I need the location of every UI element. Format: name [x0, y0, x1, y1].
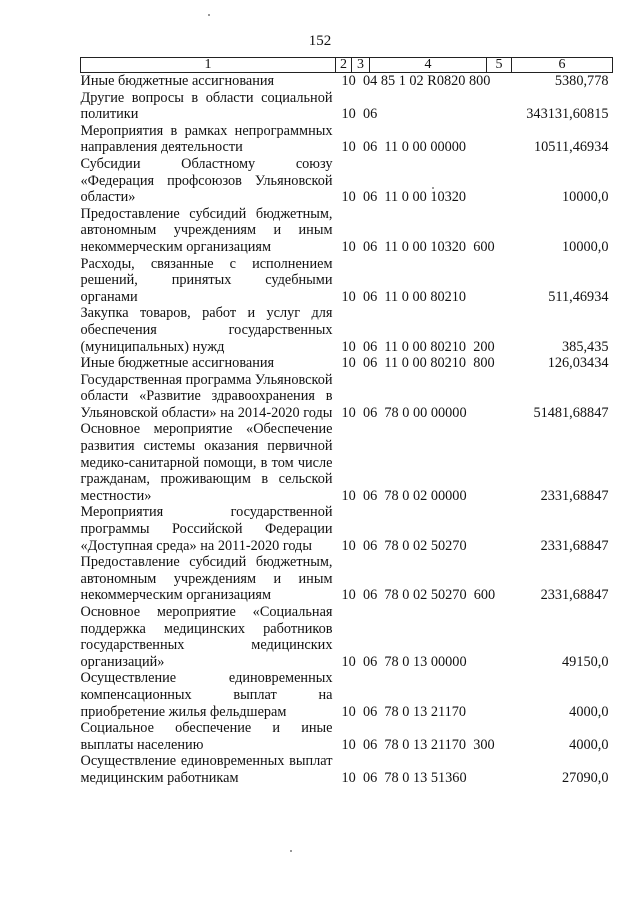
row-name: Иные бюджетные ассигнования [80, 355, 275, 372]
header-row [81, 58, 613, 73]
column-header-6: 6 [512, 58, 613, 73]
column-header-3: 3 [352, 58, 370, 73]
row-name: Осуществление единовременных выплат медицинским работникам [80, 753, 333, 786]
row-name: Предоставление субсидий бюджетным, автономным учреждениям и иным некоммерческим организациям [80, 205, 333, 255]
row-amount: 10000,0 [562, 238, 609, 255]
table-row [81, 123, 613, 156]
scan-speck [290, 850, 292, 852]
table-row [81, 156, 613, 206]
table-row [81, 753, 613, 786]
row-amount: 385,435 [562, 338, 609, 355]
table-row [81, 90, 613, 123]
column-header-1: 1 [81, 58, 336, 73]
row-amount: 4000,0 [569, 736, 609, 753]
table-header [81, 58, 613, 73]
row-amount: 51481,68847 [533, 404, 609, 421]
row-name: Основное мероприятие «Обеспечение развития системы оказания первичной медико-санитарной помощи, в том числе гражданам, проживающим в сельской местности» [80, 421, 333, 504]
page-number: 152 [308, 33, 332, 49]
table-row [81, 670, 613, 720]
row-amount: 27090,0 [562, 769, 609, 786]
row-code: 10 06 78 0 13 21170 300 [341, 736, 495, 753]
row-amount: 126,03434 [547, 355, 609, 372]
row-name: Государственная программа Ульяновской области «Развитие здравоохранения в Ульяновской области» на 2014-2020 годы [80, 371, 333, 421]
table-body [81, 73, 613, 787]
row-amount: 10511,46934 [533, 139, 609, 156]
row-name: Мероприятия в рамках непрограммных направления деятельности [80, 122, 333, 156]
table-row [81, 256, 613, 306]
budget-table [80, 57, 613, 787]
row-name: Осуществление единовременных компенсационных выплат на приобретение жилья фельдшерам [80, 670, 333, 720]
row-code: 10 06 11 0 00 00000 [341, 139, 467, 156]
row-code: 10 06 78 0 13 00000 [341, 653, 467, 670]
row-code: 10 04 85 1 02 R0820 800 [341, 73, 491, 89]
scan-speck [208, 14, 210, 16]
row-code: 10 06 78 0 13 21170 [341, 703, 467, 720]
row-name: Субсидии Областному союзу «Федерация профсоюзов Ульяновской области» [80, 155, 333, 206]
table-row [81, 305, 613, 355]
row-name: Другие вопросы в области социальной политики [80, 89, 333, 123]
row-code: 10 06 11 0 00 80210 800 [341, 355, 495, 372]
column-header-5: 5 [487, 58, 512, 73]
row-code: 10 06 11 0 00 80210 [341, 288, 467, 305]
row-name: Мероприятия государственной программы Российской Федерации «Доступная среда» на 2011-2020 годы [80, 504, 333, 554]
table-row [81, 604, 613, 670]
row-name: Закупка товаров, работ и услуг для обеспечения государственных (муниципальных) нужд [80, 305, 333, 355]
row-amount: 49150,0 [562, 653, 609, 670]
scan-speck [432, 187, 434, 189]
column-header-4: 4 [370, 58, 487, 73]
column-header-2: 2 [336, 58, 352, 73]
table-row [81, 504, 613, 554]
row-amount: 2331,68847 [540, 537, 609, 554]
table-row [81, 355, 613, 372]
row-amount: 4000,0 [569, 703, 609, 720]
row-amount: 343131,60815 [526, 106, 609, 123]
row-code: 10 06 78 0 02 00000 [341, 487, 467, 504]
row-amount: 2331,68847 [540, 487, 609, 504]
row-code: 10 06 78 0 13 51360 [341, 769, 467, 786]
table-row [81, 73, 613, 90]
row-code: 10 06 [341, 106, 378, 123]
row-name: Основное мероприятие «Социальная поддержка медицинских работников государственных медицинских организаций» [80, 604, 333, 670]
row-code: 10 06 11 0 00 80210 200 [341, 338, 495, 355]
row-code: 10 06 78 0 00 00000 [341, 404, 467, 421]
table-row [81, 372, 613, 422]
table-row [81, 421, 613, 504]
row-name: Расходы, связанные с исполнением решений, принятых судебными органами [80, 255, 333, 305]
row-amount: 2331,68847 [540, 587, 609, 604]
row-name: Предоставление субсидий бюджетным, автономным учреждениям и иным некоммерческим организациям [80, 554, 333, 604]
row-amount: 10000,0 [562, 189, 609, 206]
table-row [81, 720, 613, 753]
row-code: 10 06 78 0 02 50270 600 [341, 587, 496, 604]
row-name: Иные бюджетные ассигнования [80, 73, 275, 89]
row-code: 10 06 78 0 02 50270 [341, 537, 467, 554]
table-row [81, 206, 613, 256]
row-amount: 5380,778 [554, 73, 609, 89]
row-name: Социальное обеспечение и иные выплаты населению [80, 720, 333, 753]
row-code: 10 06 11 0 00 10320 600 [341, 238, 495, 255]
row-amount: 511,46934 [548, 288, 609, 305]
row-code: 10 06 11 0 00 10320 [341, 189, 467, 206]
table-row [81, 554, 613, 604]
